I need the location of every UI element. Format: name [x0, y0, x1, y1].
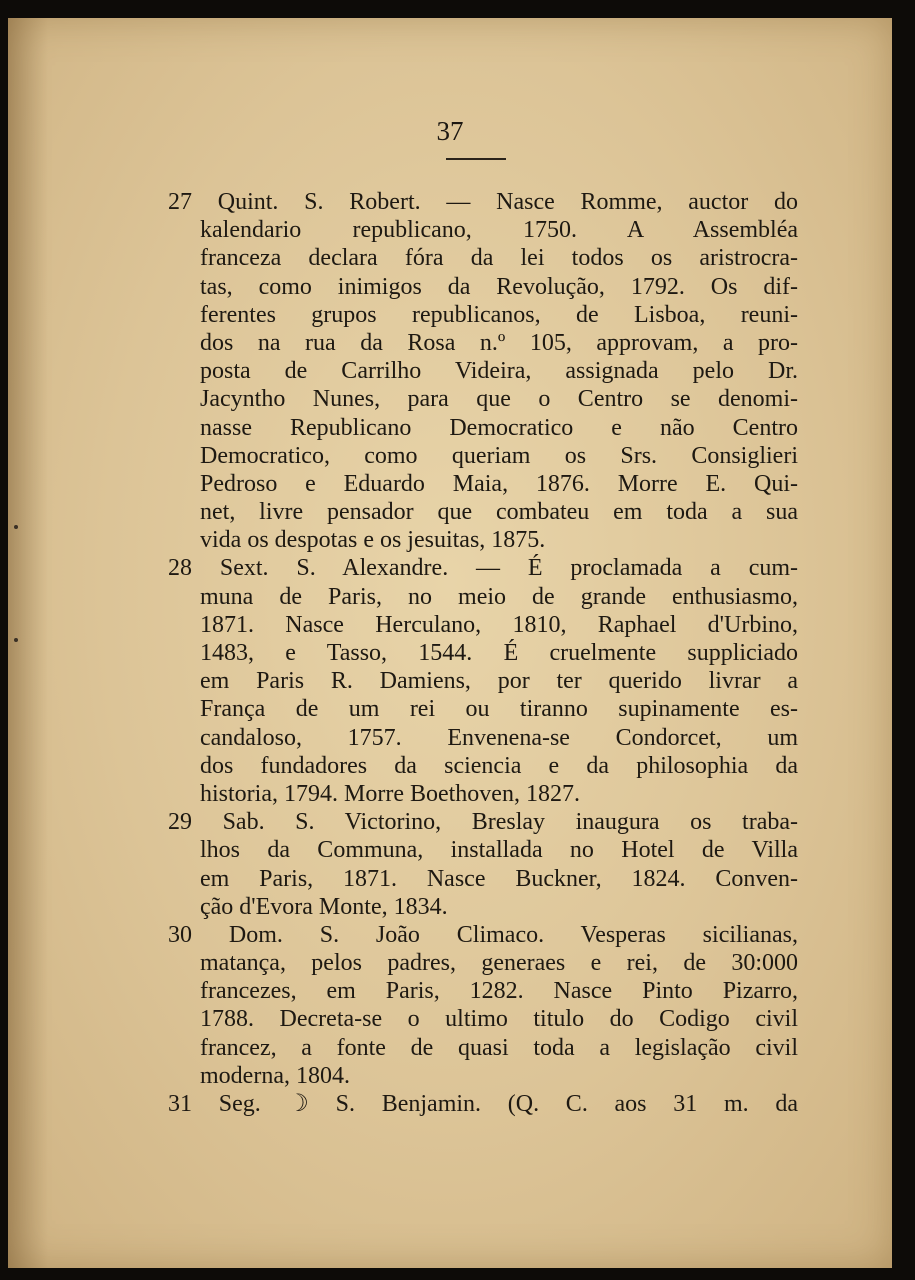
text-line: dos fundadores da sciencia e da philosophia da — [200, 752, 798, 779]
text-line: ferentes grupos republicanos, de Lisboa, reuni- — [200, 301, 798, 328]
entry-day-27 — [158, 188, 798, 554]
text-line: Pedroso e Eduardo Maia, 1876. Morre E. Qui- — [200, 470, 798, 497]
entry-day-28 — [158, 554, 798, 808]
almanac-entries — [158, 188, 798, 1118]
entry-day-31 — [158, 1090, 798, 1118]
book-page — [8, 18, 892, 1268]
text-line: 1483, e Tasso, 1544. É cruelmente suppliciado — [200, 640, 798, 666]
text-line: dos na rua da Rosa n.º 105, approvam, a pro- — [200, 329, 798, 356]
text-line: França de um rei ou tiranno supinamente es- — [200, 696, 798, 723]
text-line: historia, 1794. Morre Boethoven, 1827. — [200, 780, 580, 807]
text-line: net, livre pensador que combateu em toda a sua — [200, 499, 798, 526]
text-line: em Paris R. Damiens, por ter querido livrar a — [200, 668, 798, 695]
text-line: posta de Carrilho Videira, assignada pelo Dr. — [200, 358, 798, 385]
text-line: ção d'Evora Monte, 1834. — [200, 893, 448, 920]
text-line: em Paris, 1871. Nasce Buckner, 1824. Conven- — [200, 865, 798, 892]
text-line: 1871. Nasce Herculano, 1810, Raphael d'Urbino, — [200, 611, 798, 638]
text-line: francezes, em Paris, 1282. Nasce Pinto Pizarro, — [200, 978, 798, 1005]
text-line: 27 Quint. S. Robert. — Nasce Romme, auctor do — [168, 189, 798, 215]
text-line: matança, pelos padres, generaes e rei, de 30:000 — [200, 950, 798, 977]
text-line: francez, a fonte de quasi toda a legislação civil — [200, 1034, 798, 1061]
text-line: muna de Paris, no meio de grande enthusiasmo, — [200, 583, 798, 610]
page-number: 37 — [436, 116, 464, 146]
text-line: Jacyntho Nunes, para que o Centro se denomi- — [200, 386, 798, 413]
text-line: franceza declara fóra da lei todos os aristrocra- — [200, 245, 798, 272]
text-line: moderna, 1804. — [200, 1062, 350, 1089]
margin-speck — [14, 525, 18, 529]
text-line: lhos da Communa, installada no Hotel de Villa — [200, 837, 798, 864]
text-line: tas, como inimigos da Revolução, 1792. Os dif- — [200, 273, 798, 300]
text-line: kalendario republicano, 1750. A Assembléa — [200, 217, 798, 244]
text-line: 1788. Decreta-se o ultimo titulo do Codigo civil — [200, 1006, 798, 1033]
text-line: 28 Sext. S. Alexandre. — É proclamada a cum- — [168, 555, 798, 582]
text-line: 31 Seg. ☽ S. Benjamin. (Q. C. aos 31 m. da — [168, 1091, 798, 1117]
entry-day-29 — [158, 808, 798, 921]
text-line: vida os despotas e os jesuitas, 1875. — [200, 527, 546, 554]
entry-day-30 — [158, 921, 798, 1090]
text-line: 30 Dom. S. João Climaco. Vesperas sicilianas, — [168, 921, 798, 948]
page-binding-shadow — [8, 18, 48, 1268]
margin-speck — [14, 638, 18, 642]
text-line: Democratico, como queriam os Srs. Consiglieri — [200, 442, 798, 469]
text-line: candaloso, 1757. Envenena-se Condorcet, um — [200, 724, 798, 751]
text-line: 29 Sab. S. Victorino, Breslay inaugura os traba- — [168, 809, 798, 836]
header-rule — [446, 158, 506, 160]
text-line: nasse Republicano Democratico e não Centro — [200, 414, 798, 441]
